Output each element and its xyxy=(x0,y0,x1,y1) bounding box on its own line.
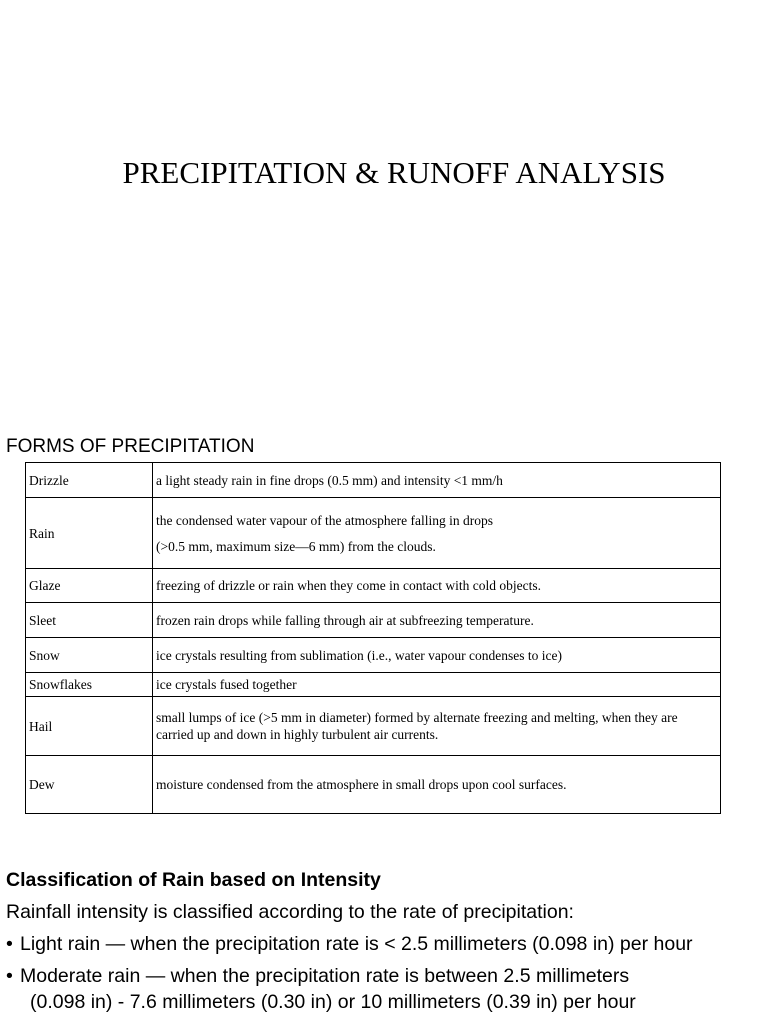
term-cell: Hail xyxy=(26,697,153,756)
classification-heading: Classification of Rain based on Intensity xyxy=(6,869,381,891)
table-row-drizzle xyxy=(26,463,721,498)
description-line: a light steady rain in fine drops (0.5 mm) and intensity <1 mm/h xyxy=(156,472,503,488)
description-line: moisture condensed from the atmosphere in small drops upon cool surfaces. xyxy=(156,777,567,792)
description-cell xyxy=(153,498,721,569)
description-line: small lumps of ice (>5 mm in diameter) formed by alternate freezing and melting, when they are carried up and down in highly turbulent air currents. xyxy=(156,710,678,742)
term-cell: Drizzle xyxy=(26,463,153,498)
term-cell: Snow xyxy=(26,638,153,673)
description-line: frozen rain drops while falling through air at subfreezing temperature. xyxy=(156,612,534,628)
rain-classification-section xyxy=(6,867,766,1021)
term-cell: Rain xyxy=(26,498,153,569)
description-line: ice crystals resulting from sublimation (i.e., water vapour condenses to ice) xyxy=(156,647,563,663)
description-cell xyxy=(153,603,721,638)
term-cell: Sleet xyxy=(26,603,153,638)
description-line: the condensed water vapour of the atmosphere falling in drops xyxy=(156,512,494,528)
table-row-rain xyxy=(26,498,721,569)
list-item-light-rain xyxy=(6,931,766,957)
description-cell xyxy=(153,756,721,814)
bullet-icon: • xyxy=(6,965,13,987)
description-line: freezing of drizzle or rain when they come in contact with cold objects. xyxy=(156,578,541,593)
description-cell xyxy=(153,463,721,498)
table-row-glaze xyxy=(26,569,721,603)
table-row-snowflakes xyxy=(26,673,721,697)
table-row-hail xyxy=(26,697,721,756)
list-item-moderate-rain xyxy=(6,963,766,1015)
classification-intro: Rainfall intensity is classified according to the rate of precipitation: xyxy=(6,901,574,923)
precipitation-forms-table xyxy=(25,462,721,814)
forms-of-precipitation-heading: FORMS OF PRECIPITATION xyxy=(6,436,255,457)
list-item-text: Light rain — when the precipitation rate is < 2.5 millimeters (0.098 in) per hour xyxy=(20,933,693,955)
intensity-list xyxy=(6,931,766,1015)
description-line: ice crystals fused together xyxy=(156,677,297,692)
description-line: (>0.5 mm, maximum size—6 mm) from the clouds. xyxy=(156,538,436,554)
description-cell xyxy=(153,569,721,603)
bullet-icon: • xyxy=(6,933,13,955)
page-title: PRECIPITATION & RUNOFF ANALYSIS xyxy=(122,155,666,190)
table-row-dew xyxy=(26,756,721,814)
term-cell: Snowflakes xyxy=(26,673,153,697)
list-item-text-continued: (0.098 in) - 7.6 millimeters (0.30 in) or 10 millimeters (0.39 in) per hour xyxy=(30,991,636,1013)
description-cell xyxy=(153,673,721,697)
term-cell: Dew xyxy=(26,756,153,814)
description-cell xyxy=(153,638,721,673)
description-cell xyxy=(153,697,721,756)
term-cell: Glaze xyxy=(26,569,153,603)
table-row-sleet xyxy=(26,603,721,638)
list-item-text: Moderate rain — when the precipitation rate is between 2.5 millimeters xyxy=(20,965,630,987)
table-row-snow xyxy=(26,638,721,673)
